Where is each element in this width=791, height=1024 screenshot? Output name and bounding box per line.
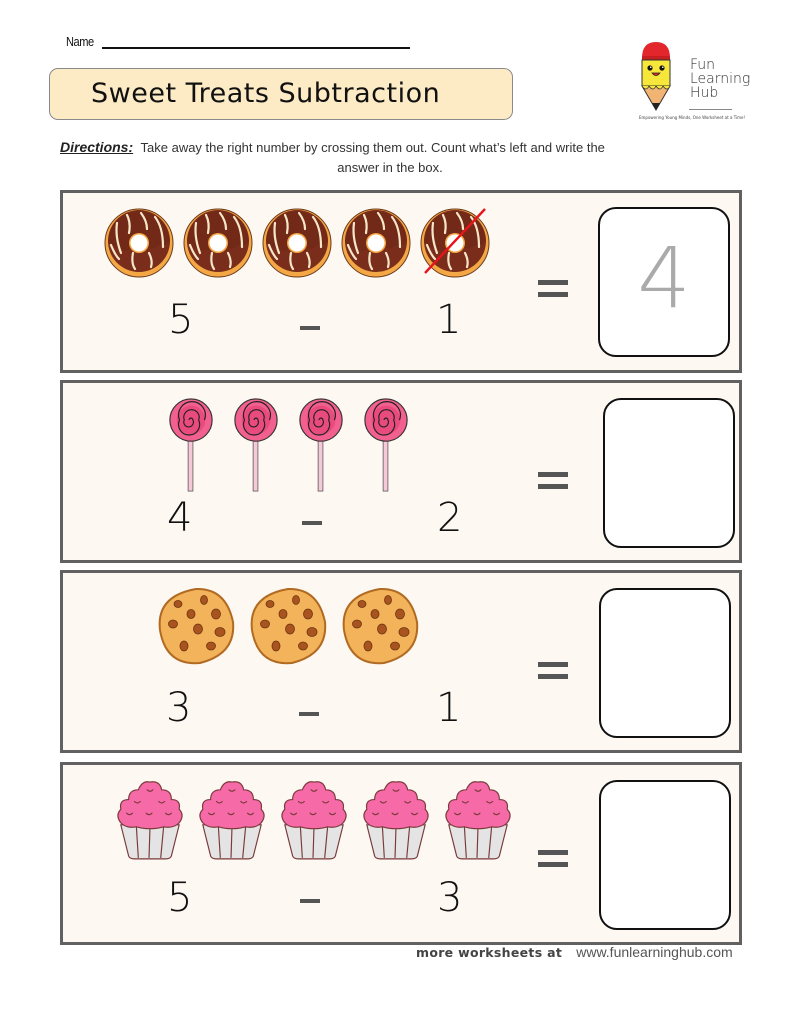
minus-sign xyxy=(300,326,320,330)
directions-label: Directions: xyxy=(60,139,134,155)
answer-box-4[interactable] xyxy=(599,780,731,930)
directions-text-2: answer in the box. xyxy=(337,160,443,175)
answer-box-2[interactable] xyxy=(603,398,735,548)
equals-sign xyxy=(538,280,568,304)
page-title: Sweet Treats Subtraction xyxy=(91,78,441,109)
minuend: 5 xyxy=(168,297,194,343)
cupcake-icon[interactable] xyxy=(443,778,513,860)
name-label: Name xyxy=(66,34,94,49)
minuend: 5 xyxy=(167,875,193,921)
answer-value: 4 xyxy=(637,229,691,327)
donut-group xyxy=(103,207,491,279)
logo-divider xyxy=(689,109,732,110)
footer-label: more worksheets at xyxy=(416,945,563,960)
directions xyxy=(60,137,680,178)
problem-panel-3 xyxy=(60,570,742,753)
logo-text: Fun Learning Hub xyxy=(690,57,751,101)
cookie-icon[interactable] xyxy=(156,586,236,666)
subtrahend: 1 xyxy=(436,297,462,343)
logo-tagline: Empowering Young Minds, One Worksheet at a Time! xyxy=(639,115,746,120)
lollipop-group xyxy=(166,397,411,493)
footer-url[interactable]: www.funlearninghub.com xyxy=(576,944,733,960)
name-line[interactable] xyxy=(102,35,410,49)
equals-sign xyxy=(538,850,568,874)
answer-box-1[interactable] xyxy=(598,207,730,357)
logo xyxy=(636,40,786,126)
title-banner xyxy=(49,68,513,120)
subtrahend: 3 xyxy=(437,875,463,921)
cupcake-icon[interactable] xyxy=(279,778,349,860)
cookie-group xyxy=(156,586,420,666)
crossed-donut[interactable] xyxy=(419,207,491,279)
subtrahend: 2 xyxy=(437,495,463,541)
cupcake-icon[interactable] xyxy=(361,778,431,860)
problem-panel-4 xyxy=(60,762,742,945)
minuend: 3 xyxy=(166,685,192,731)
problem-panel-1 xyxy=(60,190,742,373)
subtrahend: 1 xyxy=(436,685,462,731)
minus-sign xyxy=(299,712,319,716)
donut-icon[interactable] xyxy=(103,207,175,279)
lollipop-icon[interactable] xyxy=(361,397,411,493)
minuend: 4 xyxy=(167,495,193,541)
cookie-icon[interactable] xyxy=(248,586,328,666)
lollipop-icon[interactable] xyxy=(296,397,346,493)
directions-text-1: Take away the right number by crossing them out. Count what’s left and write the xyxy=(140,140,605,155)
cookie-icon[interactable] xyxy=(340,586,420,666)
equals-sign xyxy=(538,662,568,686)
donut-icon[interactable] xyxy=(182,207,254,279)
cupcake-group xyxy=(115,778,513,860)
donut-icon[interactable] xyxy=(340,207,412,279)
minus-sign xyxy=(300,899,320,903)
lollipop-icon[interactable] xyxy=(166,397,216,493)
footer xyxy=(416,944,733,961)
minus-sign xyxy=(302,521,322,525)
answer-box-3[interactable] xyxy=(599,588,731,738)
cupcake-icon[interactable] xyxy=(115,778,185,860)
lollipop-icon[interactable] xyxy=(231,397,281,493)
donut-icon[interactable] xyxy=(261,207,333,279)
pencil-mascot-icon xyxy=(636,40,676,112)
cupcake-icon[interactable] xyxy=(197,778,267,860)
problem-panel-2 xyxy=(60,380,742,563)
name-field[interactable] xyxy=(66,34,410,49)
cross-out-mark-icon xyxy=(419,207,491,279)
equals-sign xyxy=(538,472,568,496)
